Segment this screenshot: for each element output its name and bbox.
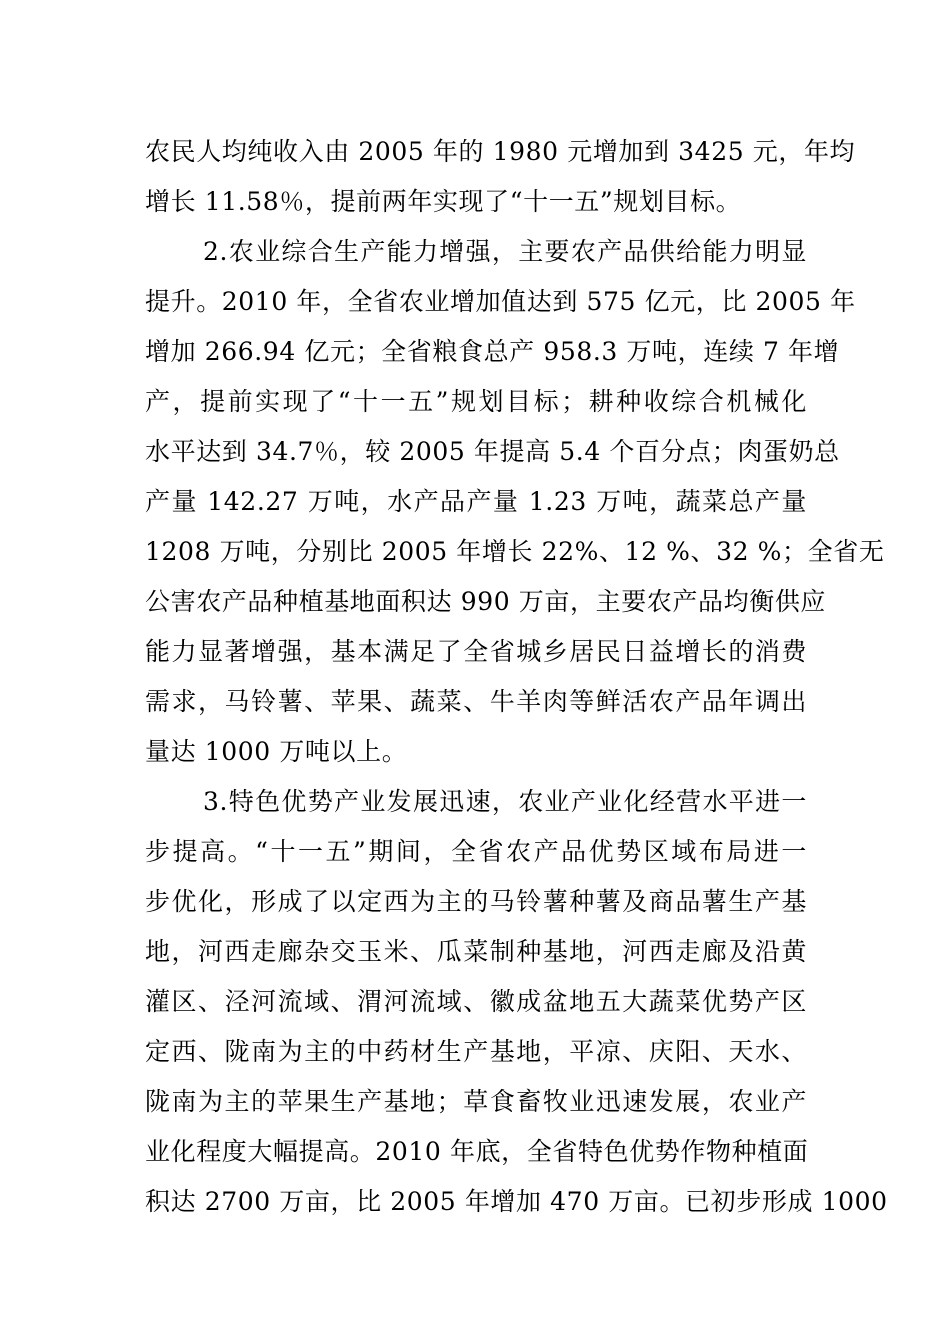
text-line-14: 3.特色优势产业发展迅速，农业产业化经营水平进一 <box>203 787 807 816</box>
text-line-8: 产量 142.27 万吨，水产品产量 1.23 万吨，蔬菜总产量 <box>145 487 807 516</box>
text-line-3: 2.农业综合生产能力增强，主要农产品供给能力明显 <box>203 237 807 266</box>
text-line-18: 灌区、泾河流域、渭河流域、徽成盆地五大蔬菜优势产区 <box>145 987 807 1016</box>
text-line-4: 提升。2010 年，全省农业增加值达到 575 亿元，比 2005 年 <box>145 287 856 316</box>
text-line-5: 增加 266.94 亿元；全省粮食总产 958.3 万吨，连续 7 年增 <box>145 337 840 366</box>
text-line-15: 步提高。“十一五”期间，全省农产品优势区域布局进一 <box>145 837 807 866</box>
text-line-17: 地，河西走廊杂交玉米、瓜菜制种基地，河西走廊及沿黄 <box>145 937 807 966</box>
text-line-22: 积达 2700 万亩，比 2005 年增加 470 万亩。已初步形成 1000 <box>145 1187 888 1216</box>
text-line-16: 步优化，形成了以定西为主的马铃薯种薯及商品薯生产基 <box>145 887 807 916</box>
text-line-1: 农民人均纯收入由 2005 年的 1980 元增加到 3425 元，年均 <box>145 137 856 166</box>
text-line-2: 增长 11.58％，提前两年实现了“十一五”规划目标。 <box>145 187 742 216</box>
text-line-12: 需求，马铃薯、苹果、蔬菜、牛羊肉等鲜活农产品年调出 <box>145 687 807 716</box>
text-line-7: 水平达到 34.7％，较 2005 年提高 5.4 个百分点；肉蛋奶总 <box>145 437 840 466</box>
text-line-9: 1208 万吨，分别比 2005 年增长 22%、12 %、32 %；全省无 <box>145 537 885 566</box>
text-line-21: 业化程度大幅提高。2010 年底，全省特色优势作物种植面 <box>145 1137 809 1166</box>
text-line-20: 陇南为主的苹果生产基地；草食畜牧业迅速发展，农业产 <box>145 1087 807 1116</box>
text-line-10: 公害农产品种植基地面积达 990 万亩，主要农产品均衡供应 <box>145 587 827 616</box>
text-line-11: 能力显著增强，基本满足了全省城乡居民日益增长的消费 <box>145 637 807 666</box>
text-line-19: 定西、陇南为主的中药材生产基地，平凉、庆阳、天水、 <box>145 1037 807 1066</box>
text-line-6: 产，提前实现了“十一五”规划目标；耕种收综合机械化 <box>145 387 807 416</box>
text-line-13: 量达 1000 万吨以上。 <box>145 737 408 766</box>
